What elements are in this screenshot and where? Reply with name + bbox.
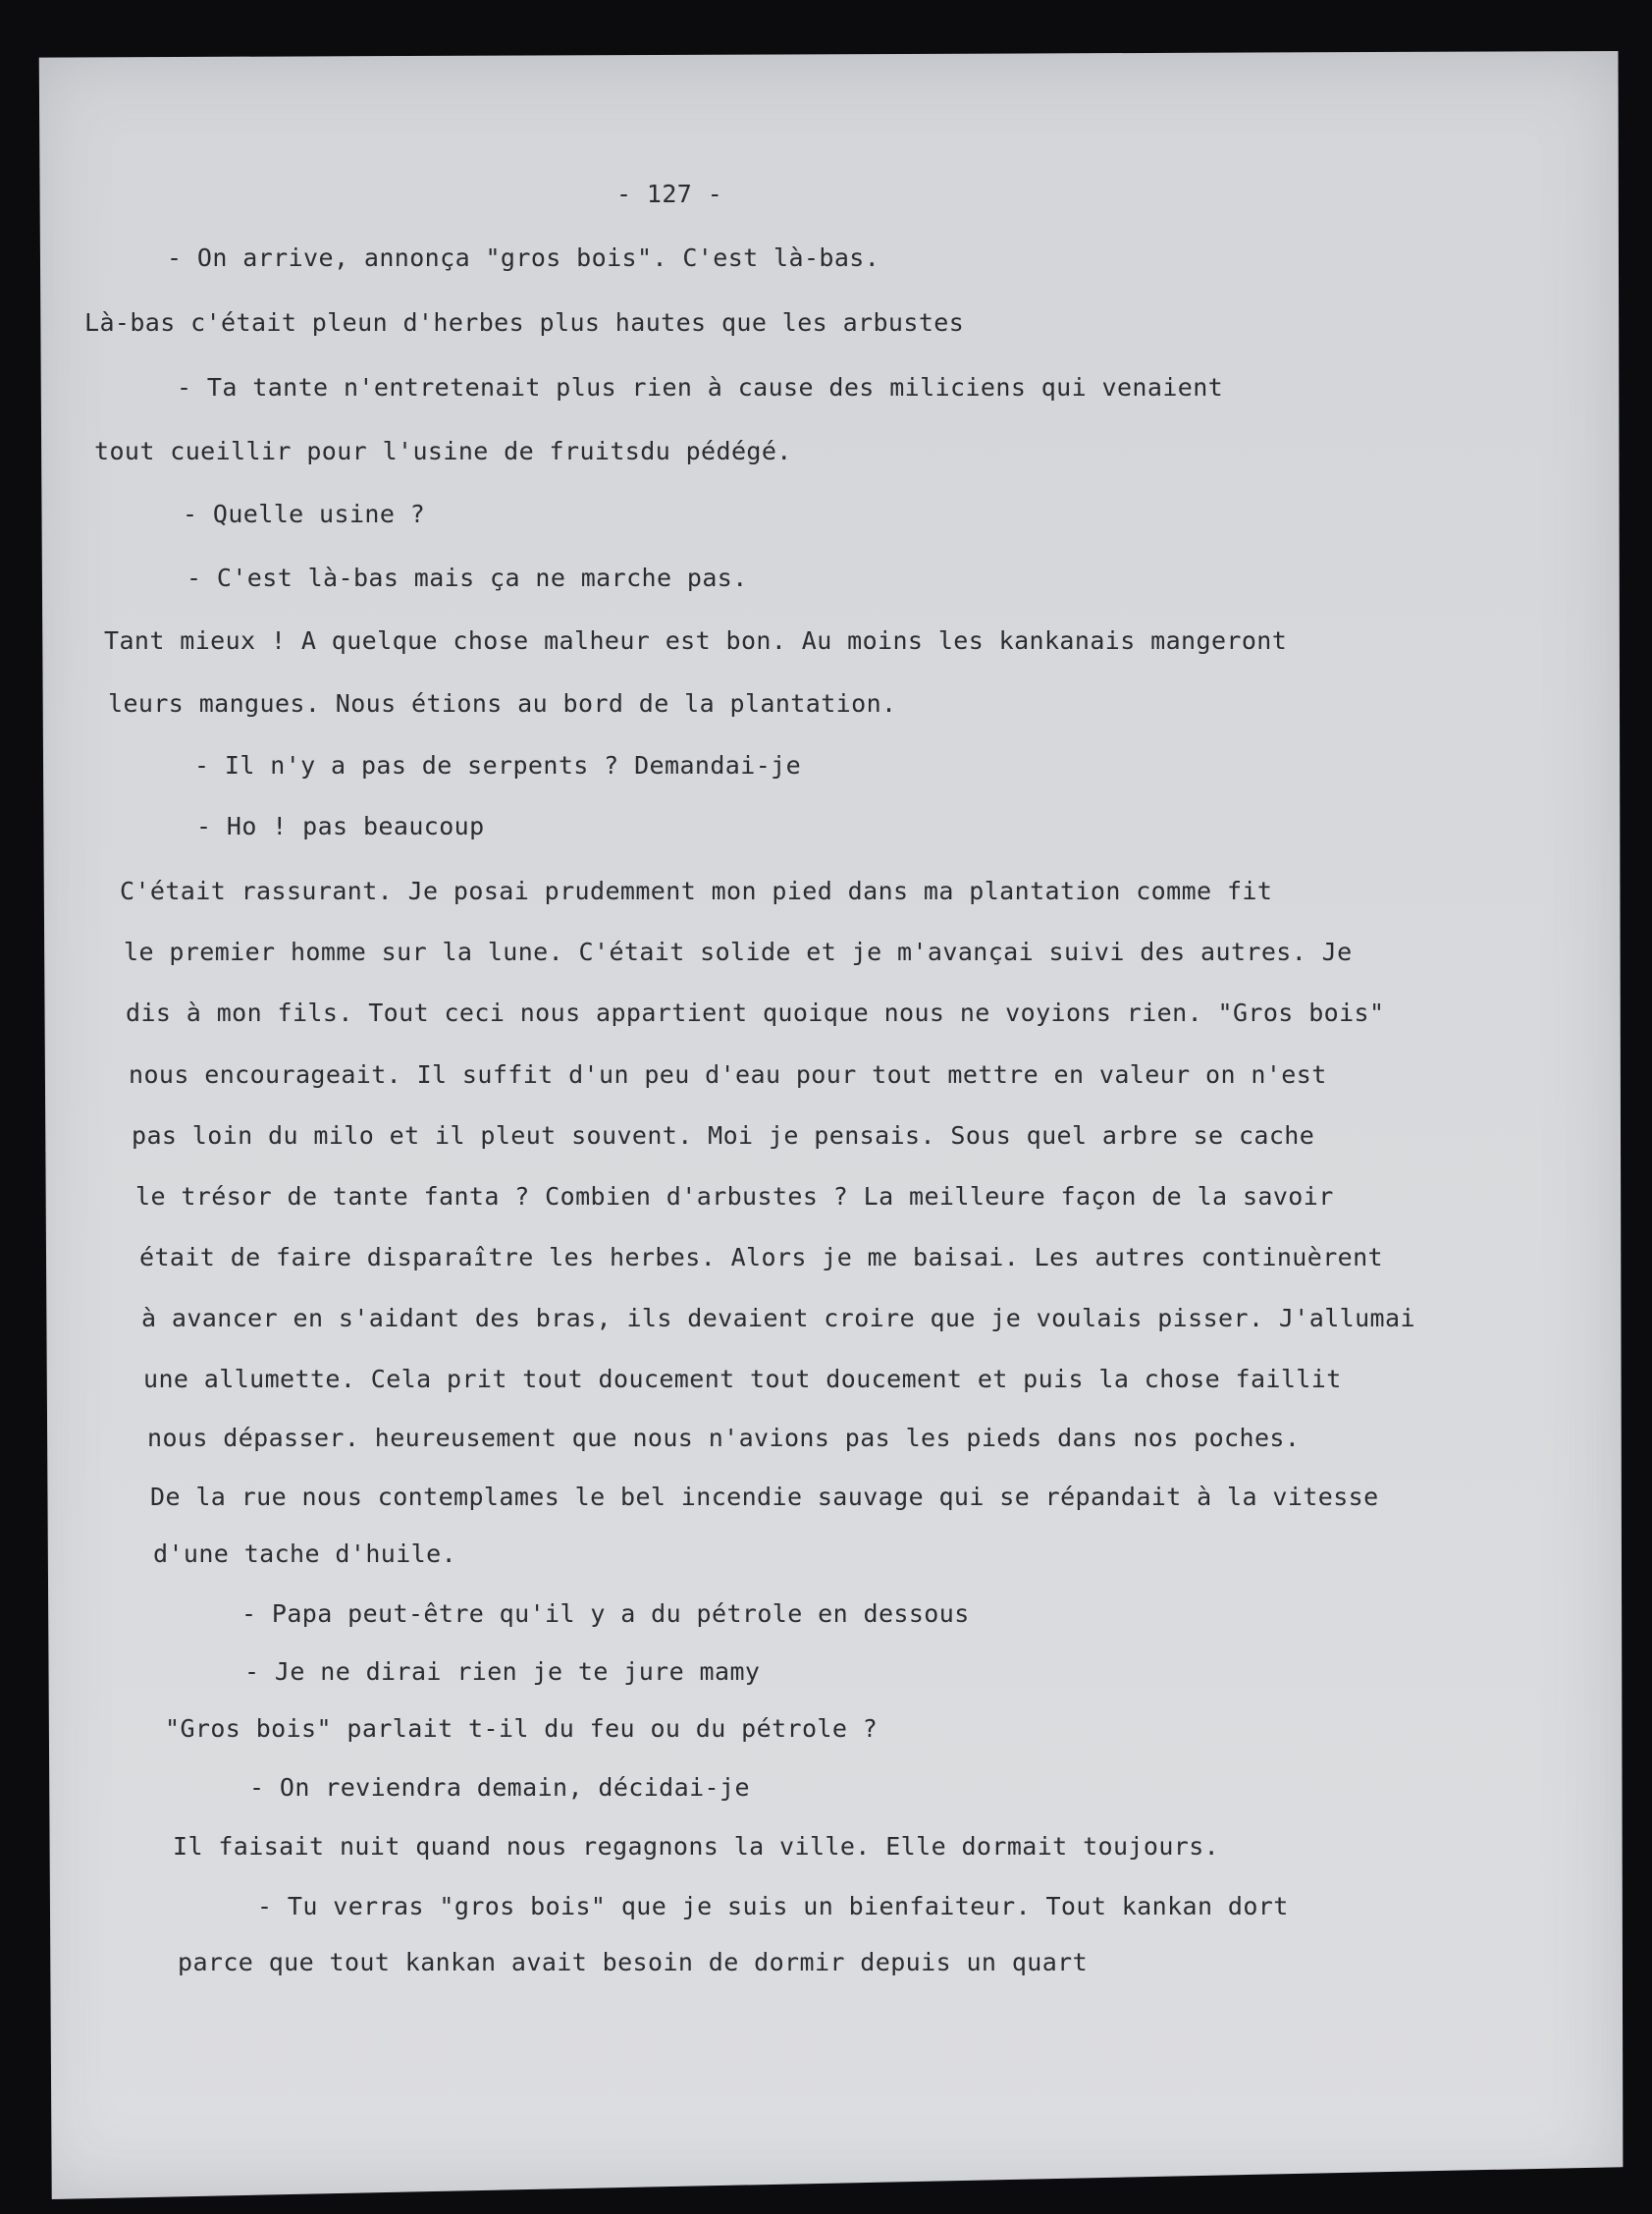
- text-line: De la rue nous contemplames le bel incendie sauvage qui se répandait à la vitesse: [150, 1483, 1379, 1511]
- text-line: - C'est là-bas mais ça ne marche pas.: [187, 564, 748, 592]
- text-line: parce que tout kankan avait besoin de dormir depuis un quart: [178, 1948, 1089, 1976]
- text-line: "Gros bois" parlait t-il du feu ou du pétrole ?: [165, 1714, 879, 1743]
- text-line: - Je ne dirai rien je te jure mamy: [244, 1657, 761, 1686]
- text-line: à avancer en s'aidant des bras, ils devaient croire que je voulais pisser. J'allumai: [141, 1304, 1415, 1332]
- text-line: - Il n'y a pas de serpents ? Demandai-je: [194, 751, 802, 780]
- text-line: - On arrive, annonça "gros bois". C'est là-bas.: [167, 243, 880, 272]
- text-line: était de faire disparaître les herbes. Alors je me baisai. Les autres continuèrent: [139, 1243, 1384, 1271]
- text-line: d'une tache d'huile.: [153, 1539, 457, 1568]
- text-line: nous encourageait. Il suffit d'un peu d'eau pour tout mettre en valeur on n'est: [129, 1060, 1327, 1089]
- text-line: C'était rassurant. Je posai prudemment mon pied dans ma plantation comme fit: [120, 877, 1273, 905]
- text-line: - Tu verras "gros bois" que je suis un bienfaiteur. Tout kankan dort: [257, 1892, 1289, 1920]
- text-line: Là-bas c'était pleun d'herbes plus hautes que les arbustes: [84, 308, 965, 337]
- text-line: - On reviendra demain, décidai-je: [249, 1773, 750, 1802]
- text-line: le trésor de tante fanta ? Combien d'arbustes ? La meilleure façon de la savoir: [135, 1182, 1334, 1211]
- text-line: pas loin du milo et il pleut souvent. Moi je pensais. Sous quel arbre se cache: [132, 1121, 1315, 1150]
- text-line: - Ho ! pas beaucoup: [196, 812, 485, 840]
- text-line: Il faisait nuit quand nous regagnons la ville. Elle dormait toujours.: [173, 1832, 1220, 1861]
- text-line: - Ta tante n'entretenait plus rien à cause des miliciens qui venaient: [177, 373, 1224, 402]
- text-line: une allumette. Cela prit tout doucement tout doucement et puis la chose faillit: [143, 1365, 1342, 1393]
- text-line: - Papa peut-être qu'il y a du pétrole en dessous: [241, 1599, 970, 1628]
- text-line: nous dépasser. heureusement que nous n'avions pas les pieds dans nos poches.: [147, 1424, 1301, 1452]
- text-line: tout cueillir pour l'usine de fruitsdu pédégé.: [94, 437, 792, 465]
- page-number: - 127 -: [616, 180, 723, 208]
- text-line: le premier homme sur la lune. C'était solide et je m'avançai suivi des autres. Je: [124, 938, 1353, 966]
- text-line: - Quelle usine ?: [183, 500, 426, 528]
- text-line: leurs mangues. Nous étions au bord de la plantation.: [108, 689, 897, 718]
- text-line: Tant mieux ! A quelque chose malheur est bon. Au moins les kankanais mangeront: [104, 626, 1288, 655]
- text-line: dis à mon fils. Tout ceci nous appartient quoique nous ne voyions rien. "Gros bois": [126, 999, 1385, 1027]
